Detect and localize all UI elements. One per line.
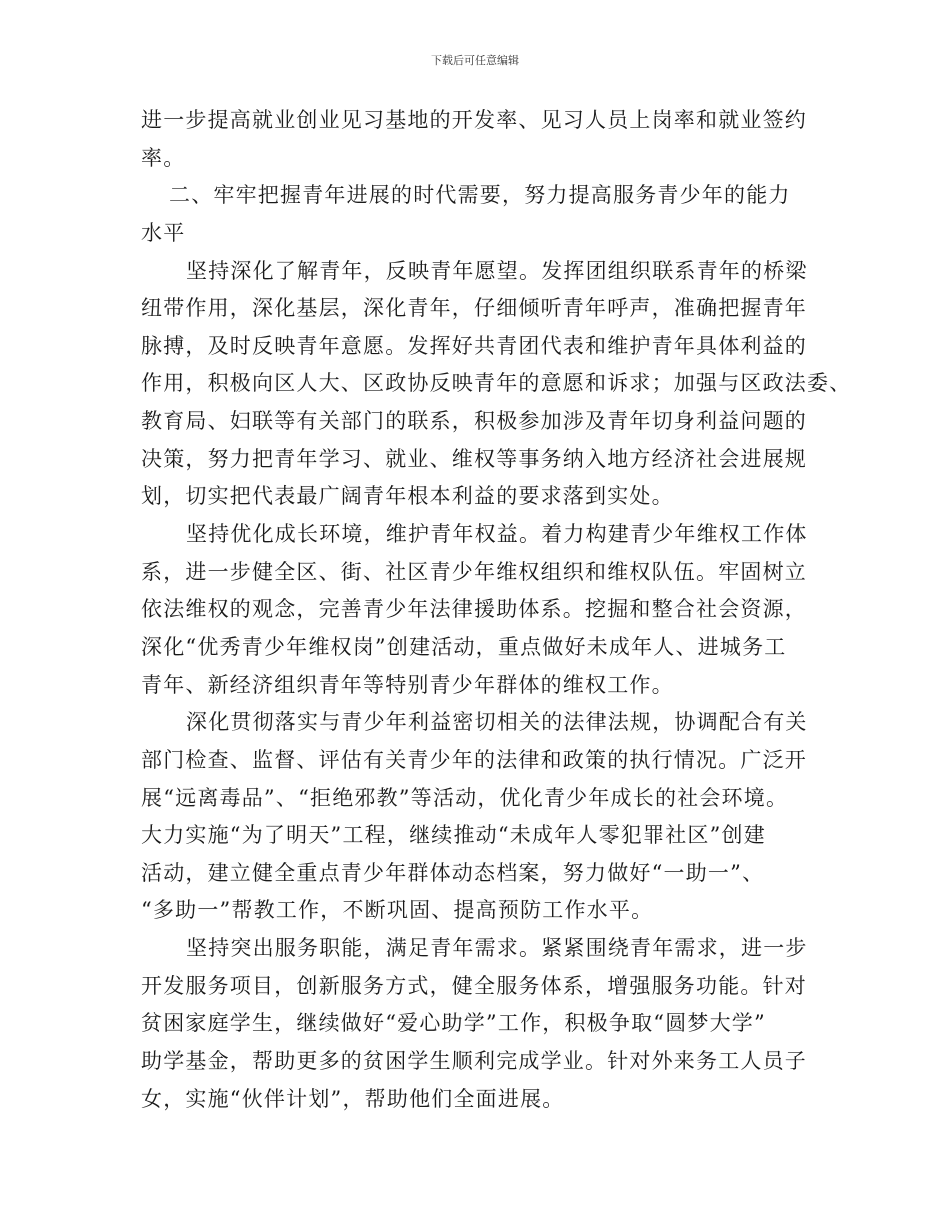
- text-line: 深化“优秀青少年维权岗”创建活动，重点做好未成年人、进城务工: [141, 634, 787, 659]
- text-line: 青年、新经济组织青年等特别青少年群体的维权工作。: [141, 672, 674, 697]
- paragraph-start: 坚持突出服务职能，满足青年需求。紧紧围绕青年需求，进一步: [186, 936, 808, 961]
- paragraph-start: 坚持深化了解青年，反映青年愿望。发挥团组织联系青年的桥梁: [186, 258, 808, 283]
- page-header: 下载后可任意编辑: [431, 54, 519, 67]
- text-line: 系，进一步健全区、街、社区青少年维权组织和维权队伍。牢固树立: [141, 559, 807, 584]
- document-body: [141, 102, 852, 1118]
- text-line: 助学基金，帮助更多的贫困学生顺利完成学业。针对外来务工人员子: [141, 1049, 807, 1074]
- text-line: 划，切实把代表最广阔青年根本利益的要求落到实处。: [141, 484, 674, 509]
- text-line: 进一步提高就业创业见习基地的开发率、见习人员上岗率和就业签约: [141, 108, 807, 132]
- text-line: 活动，建立健全重点青少年群体动态档案，努力做好“一助一”、: [141, 860, 765, 885]
- text-line: 开发服务项目，创新服务方式，健全服务体系，增强服务功能。针对: [141, 973, 807, 998]
- text-line: 脉搏，及时反映青年意愿。发挥好共青团代表和维护青年具体利益的: [141, 333, 807, 358]
- text-line: 展“远离毒品”、“拒绝邪教”等活动，优化青少年成长的社会环境。: [141, 785, 789, 810]
- text-line: 贫困家庭学生，继续做好“爱心助学”工作，积极争取“圆梦大学”: [141, 1011, 766, 1036]
- text-line: 率。: [141, 145, 186, 170]
- text-line: 作用，积极向区人大、区政协反映青年的意愿和诉求；加强与区政法委、: [141, 371, 852, 396]
- text-line: 决策，努力把青年学习、就业、维权等事务纳入地方经济社会进展规: [141, 446, 807, 471]
- text-line: 部门检查、监督、评估有关青少年的法律和政策的执行情况。广泛开: [141, 747, 807, 772]
- text-line: 女，实施“伙伴计划”，帮助他们全面进展。: [141, 1086, 565, 1111]
- text-line: 纽带作用，深化基层，深化青年，仔细倾听青年呼声，准确把握青年: [141, 296, 807, 321]
- text-line: “多助一”帮教工作，不断巩固、提高预防工作水平。: [141, 898, 654, 923]
- paragraph-start: 深化贯彻落实与青少年利益密切相关的法律法规，协调配合有关: [186, 710, 808, 735]
- section-heading: 二、牢牢把握青年进展的时代需要，努力提高服务青少年的能力: [169, 183, 791, 208]
- paragraph-start: 坚持优化成长环境，维护青年权益。着力构建青少年维权工作体: [186, 522, 808, 547]
- text-line: 教育局、妇联等有关部门的联系，积极参加涉及青年切身利益问题的: [141, 409, 807, 434]
- text-line: 大力实施“为了明天”工程，继续推动“未成年人零犯罪社区”创建: [141, 823, 766, 848]
- text-line: 依法维权的观念，完善青少年法律援助体系。挖掘和整合社会资源，: [141, 597, 807, 622]
- section-heading: 水平: [141, 220, 186, 245]
